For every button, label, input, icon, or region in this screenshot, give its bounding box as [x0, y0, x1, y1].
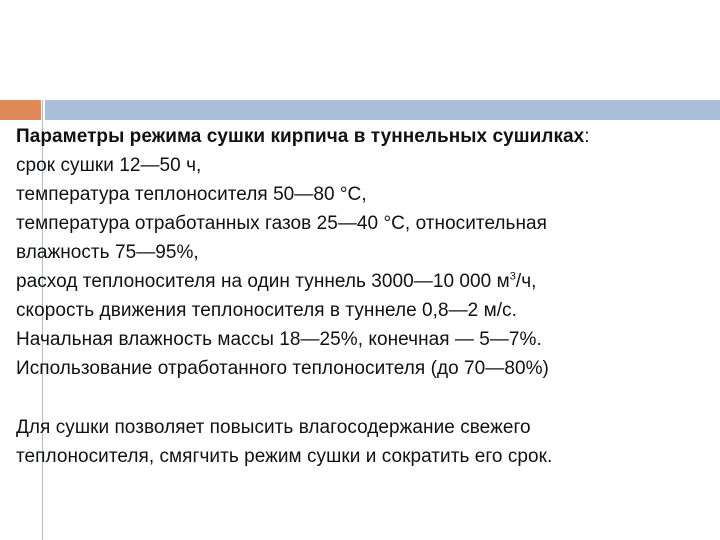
accent-bar-orange: [0, 100, 41, 120]
text-line-mass-humidity: Начальная влажность массы 18—25%, конечная — 5—7%.: [16, 329, 542, 350]
heading-colon: :: [584, 126, 590, 147]
coolant-flow-suffix: /ч,: [515, 271, 537, 292]
text-line-paragraph2-2: теплоносителя, смягчить режим сушки и сократить его срок.: [16, 446, 553, 467]
coolant-flow-prefix: расход теплоносителя на один туннель 3000—10 000 м: [16, 271, 510, 292]
text-line-humidity: влажность 75—95%,: [16, 242, 199, 263]
text-line-drying-time: срок сушки 12—50 ч,: [16, 155, 202, 176]
coolant-flow-superscript: 3: [509, 270, 516, 283]
heading-line: [16, 122, 706, 151]
accent-bar-blue: [45, 100, 720, 120]
text-line-coolant-speed: скорость движения теплоносителя в туннеле 0,8—2 м/с.: [16, 300, 517, 321]
slide-body: [16, 122, 706, 471]
text-line-exhaust-reuse: Использование отработанного теплоносителя (до 70—80%): [16, 358, 549, 379]
text-line-coolant-flow: [16, 267, 706, 296]
text-line-paragraph2-1: Для сушки позволяет повысить влагосодержание свежего: [16, 417, 531, 438]
text-line-exhaust-temperature: температура отработанных газов 25—40 °С, относительная: [16, 213, 548, 234]
paragraph-gap: [16, 383, 706, 413]
heading-text: Параметры режима сушки кирпича в туннельных сушилках: [16, 126, 585, 147]
text-line-coolant-temperature: температура теплоносителя 50—80 °С,: [16, 184, 367, 205]
